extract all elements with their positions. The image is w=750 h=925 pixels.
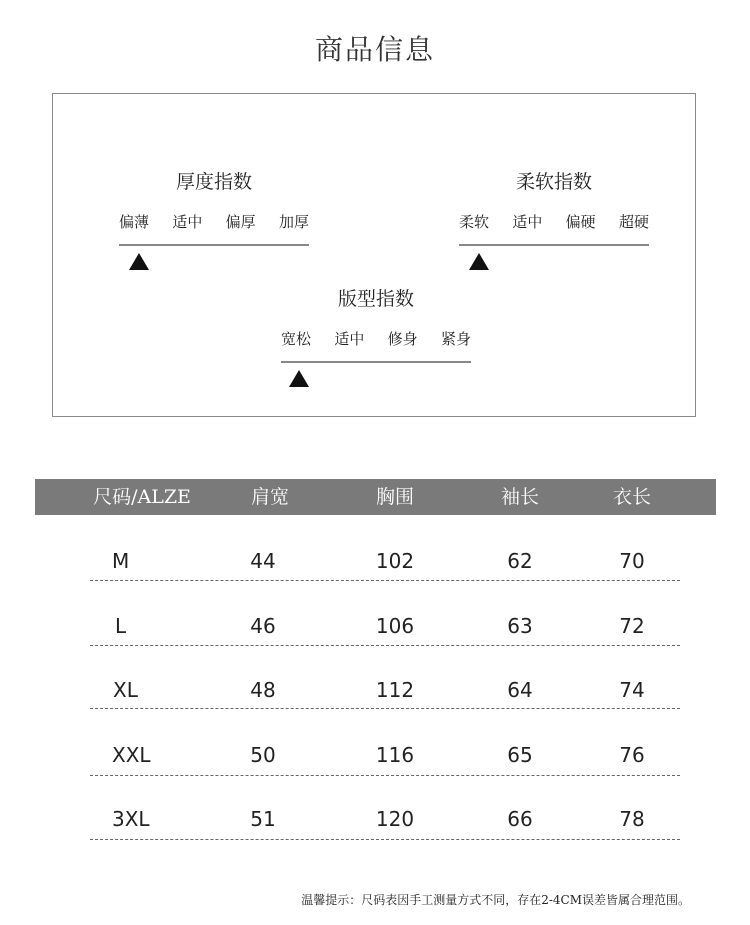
fit-option: 适中: [334, 330, 365, 348]
cell-sleeve: 64: [507, 678, 533, 702]
header-shoulder: 肩宽: [250, 486, 290, 508]
header-sleeve: 袖长: [500, 486, 540, 508]
softness-option: 超硬: [618, 213, 649, 231]
cell-length: 72: [619, 614, 645, 638]
thickness-index: [119, 167, 309, 277]
table-row: [0, 606, 750, 646]
cell-chest: 120: [375, 807, 415, 831]
fit-scale-line: [281, 361, 471, 363]
cell-length: 74: [619, 678, 645, 702]
softness-options: [459, 211, 649, 232]
softness-index: [459, 167, 649, 277]
cell-sleeve: 63: [507, 614, 533, 638]
header-chest: 胸围: [375, 486, 415, 508]
thickness-options: [119, 211, 309, 232]
cell-size: XL: [113, 678, 138, 702]
thickness-index-title: 厚度指数: [175, 171, 252, 193]
cell-sleeve: 62: [507, 549, 533, 573]
table-row: [0, 541, 750, 581]
header-length: 衣长: [612, 486, 652, 508]
fit-options: [281, 328, 471, 349]
cell-size: M: [112, 549, 130, 573]
thickness-option: 加厚: [278, 213, 309, 231]
cell-shoulder: 46: [250, 614, 276, 638]
thickness-option: 偏厚: [225, 213, 256, 231]
cell-chest: 102: [375, 549, 415, 573]
fit-option: 宽松: [281, 330, 312, 348]
index-panel: [52, 93, 696, 417]
softness-index-title: 柔软指数: [515, 171, 592, 193]
table-row: [0, 670, 750, 710]
cell-sleeve: 65: [507, 743, 533, 767]
thickness-scale-line: [119, 244, 309, 246]
thickness-option: 适中: [172, 213, 203, 231]
page-title: 商品信息: [314, 33, 435, 66]
softness-option: 偏硬: [565, 213, 596, 231]
softness-scale-line: [459, 244, 649, 246]
cell-chest: 106: [375, 614, 415, 638]
softness-marker-icon: [469, 253, 489, 270]
cell-length: 76: [619, 743, 645, 767]
fit-index: [281, 284, 471, 394]
table-row: [0, 799, 750, 839]
cell-shoulder: 44: [250, 549, 276, 573]
cell-size: XXL: [112, 743, 151, 767]
measurement-footnote: 温馨提示：尺码表因手工测量方式不同，存在2-4CM误差皆属合理范围。: [301, 893, 690, 907]
row-divider: [90, 645, 680, 646]
row-divider: [90, 580, 680, 581]
thickness-option: 偏薄: [119, 213, 150, 231]
cell-shoulder: 48: [250, 678, 276, 702]
fit-option: 紧身: [440, 330, 471, 348]
thickness-marker-icon: [129, 253, 149, 270]
fit-option: 修身: [387, 330, 418, 348]
row-divider: [90, 839, 680, 840]
cell-shoulder: 50: [250, 743, 276, 767]
cell-shoulder: 51: [250, 807, 276, 831]
size-table-header: [35, 479, 716, 515]
row-divider: [90, 708, 680, 709]
table-row: [0, 735, 750, 775]
cell-sleeve: 66: [507, 807, 533, 831]
cell-length: 78: [619, 807, 645, 831]
cell-size: L: [115, 614, 127, 638]
softness-option: 适中: [512, 213, 543, 231]
cell-chest: 116: [375, 743, 415, 767]
fit-marker-icon: [289, 370, 309, 387]
cell-length: 70: [619, 549, 645, 573]
fit-index-title: 版型指数: [337, 288, 414, 310]
softness-option: 柔软: [459, 213, 490, 231]
cell-size: 3XL: [112, 807, 150, 831]
header-size: 尺码/ALZE: [93, 486, 191, 508]
cell-chest: 112: [375, 678, 415, 702]
row-divider: [90, 775, 680, 776]
